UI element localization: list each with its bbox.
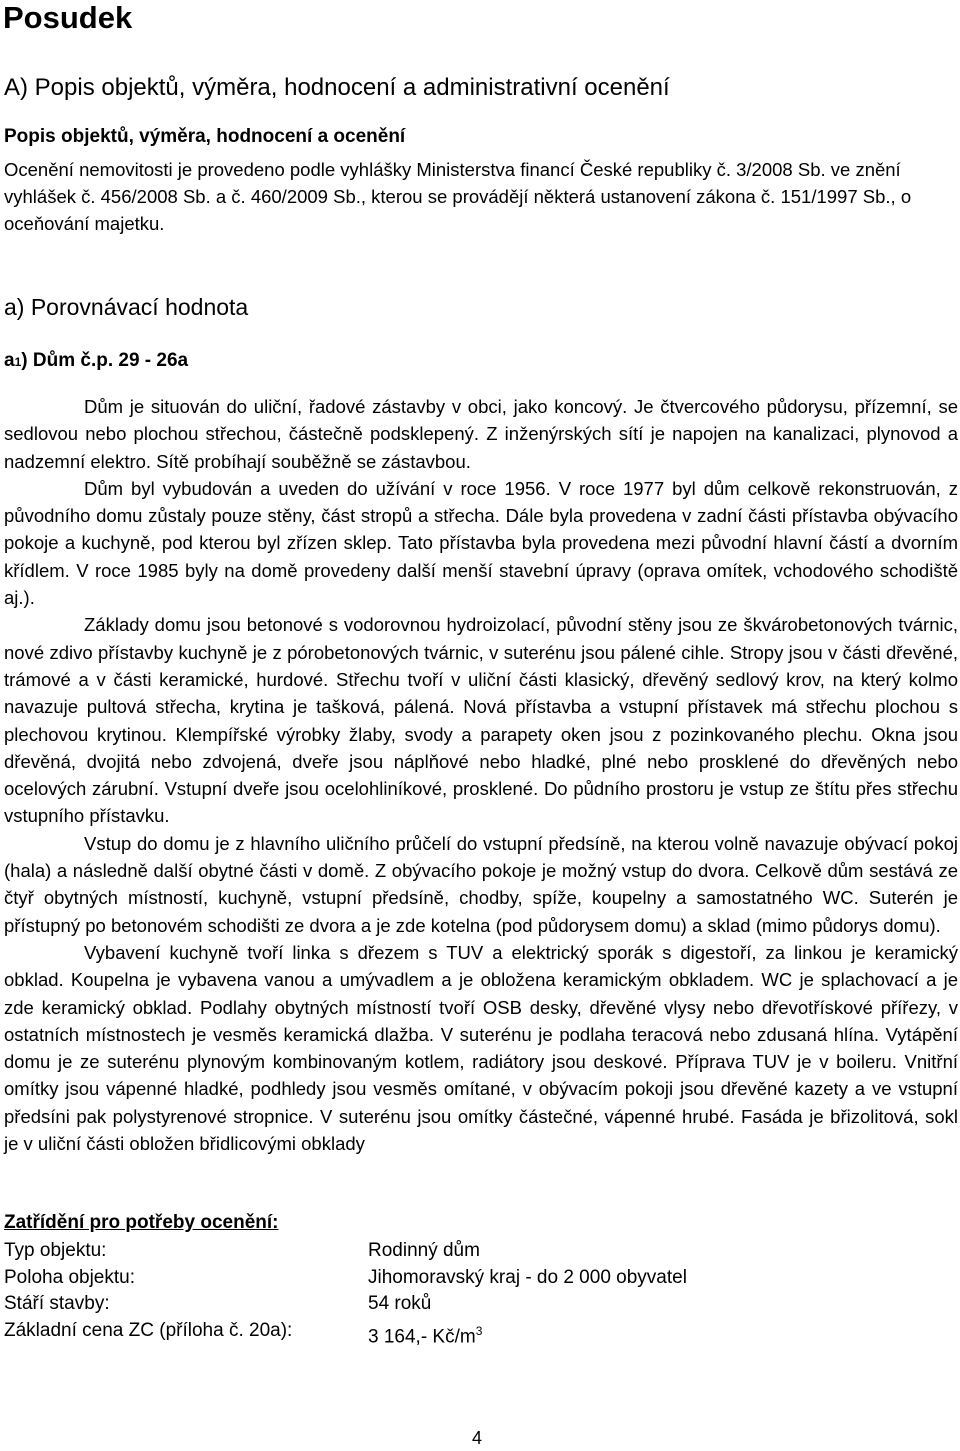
house-heading-prefix: a	[4, 350, 15, 371]
classification-label: Stáří stavby:	[4, 1293, 110, 1314]
classification-row	[4, 1318, 904, 1345]
classification-value: 54 roků	[368, 1293, 432, 1314]
page-number: 4	[472, 1428, 483, 1448]
section-heading-a: A) Popis objektů, výměra, hodnocení a administrativní ocenění	[4, 74, 670, 101]
house-description	[4, 393, 958, 1157]
classification-label: Typ objektu:	[4, 1240, 107, 1261]
unit-exponent: 3	[475, 1323, 483, 1338]
classification-row	[4, 1291, 904, 1318]
description-paragraph: Dům byl vybudován a uveden do užívání v roce 1956. V roce 1977 byl dům celkově rekonstruován, z původního domu zůstaly pouze stěny, část stropů a střecha. Dále byla provedena v zadní části přístavba obývacího pokoje a kuchyně, pod kterou byl zřízen sklep. Tato přístavba byla provedena mezi původní hlavní částí a dvorním křídlem. V roce 1985 byly na domě provedeny další menší stavební úpravy (oprava omítek, vchodového schodiště aj.).	[4, 477, 958, 609]
description-paragraph: Dům je situován do uliční, řadové zástavby v obci, jako koncový. Je čtvercového půdorysu, přízemní, se sedlovou nebo plochou střechou, částečně podsklepený. Z inženýrských sítí je napojen na kanalizaci, plynovod a nadzemní elektro. Sítě probíhají souběžně se zástavbou.	[4, 396, 958, 472]
base-price-value: 3 164,- Kč/m	[368, 1325, 476, 1347]
classification-value	[368, 1318, 482, 1351]
classification-heading: Zatřídění pro potřeby ocenění:	[4, 1212, 279, 1233]
house-heading-text: ) Dům č.p. 29 - 26a	[21, 350, 189, 371]
classification-value: Rodinný dům	[368, 1240, 480, 1261]
description-paragraph: Základy domu jsou betonové s vodorovnou hydroizolací, původní stěny jsou ze škvárobetonových tvárnic, nové zdivo přístavby kuchyně je z pórobetonových tvárnic, v suterénu jsou pálené cihle. Stropy jsou v části dřevěné, trámové a v části keramické, hurdové. Střechu tvoří v uliční části klasický, dřevěný sedlový krov, na který kolmo navazuje pultová střecha, krytina je tašková, pálená. Nová přístavba a vstupní přístavek má střechu plochou s plechovou krytinou. Klempířské výrobky žlaby, svody a parapety oken jsou z pozinkovaného plechu. Okna jsou dřevěná, dvojitá nebo zdvojená, dveře jsou náplňové nebo hladké, plné nebo prosklené do dřevěných nebo ocelových zárubní. Vstupní dveře jsou ocelohliníkové, prosklené. Do půdního prostoru je vstup ze štítu přes střechu vstupního přístavku.	[4, 614, 958, 827]
house-heading	[4, 350, 188, 372]
house-heading-subscript: 1	[14, 355, 22, 369]
description-paragraph: Vybavení kuchyně tvoří linka s dřezem s TUV a elektrický sporák s digestoří, za linkou je keramický obklad. Koupelna je vybavena vanou a umývadlem a je obložena keramickým obkladem. WC je splachovací a je zde keramický obklad. Podlahy obytných místností tvoří OSB desky, dřevěné vlysy nebo dřevotřískové přířezy, v ostatních místnostech je vesměs keramická dlažba. V suterénu je podlaha teracová nebo zdusaná hlína. Vytápění domu je ze suterénu plynovým kombinovaným kotlem, radiátory jsou deskové. Příprava TUV je v boileru. Vnitřní omítky jsou vápenné hladké, podhledy jsou vesměs omítané, v obývacím pokoji jsou dřevěné kazety a ve vstupní předsíni pak polystyrenové stropnice. V suterénu jsou omítky částečné, vápenné hrubé. Fasáda je břizolitová, sokl je v uliční části obložen břidlicovými obklady	[4, 941, 958, 1155]
classification-table	[4, 1238, 904, 1347]
section-heading-comparative-value: a) Porovnávací hodnota	[4, 294, 249, 320]
subsection-heading: Popis objektů, výměra, hodnocení a ocenění	[4, 126, 406, 147]
classification-row	[4, 1238, 904, 1265]
classification-row	[4, 1265, 904, 1292]
classification-label: Poloha objektu:	[4, 1266, 135, 1288]
description-paragraph: Vstup do domu je z hlavního uličního průčelí do vstupní předsíně, na kterou volně navazuje obývací pokoj (hala) a následně další obytné části v domě. Z obývacího pokoje je možný vstup do dvora. Celkově dům sestává ze čtyř obytných místností, kuchyně, vstupní předsíně, chodby, spíže, koupelny a samostatného WC. Suterén je přístupný po betonovém schodišti ze dvora a je zde kotelna (pod půdorysem domu) a sklad (mimo půdorys domu).	[4, 832, 958, 936]
classification-value: Jihomoravský kraj - do 2 000 obyvatel	[368, 1266, 687, 1288]
intro-paragraph: Ocenění nemovitosti je provedeno podle vyhlášky Ministerstva financí České republiky č. 3/2008 Sb. ve znění vyhlášek č. 456/2008 Sb. a č. 460/2009 Sb., kterou se provádějí některá ustanovení zákona č. 151/1997 Sb., o oceňování majetku.	[4, 159, 912, 234]
page-title: Posudek	[3, 0, 133, 35]
classification-label: Základní cena ZC (příloha č. 20a):	[4, 1319, 293, 1341]
